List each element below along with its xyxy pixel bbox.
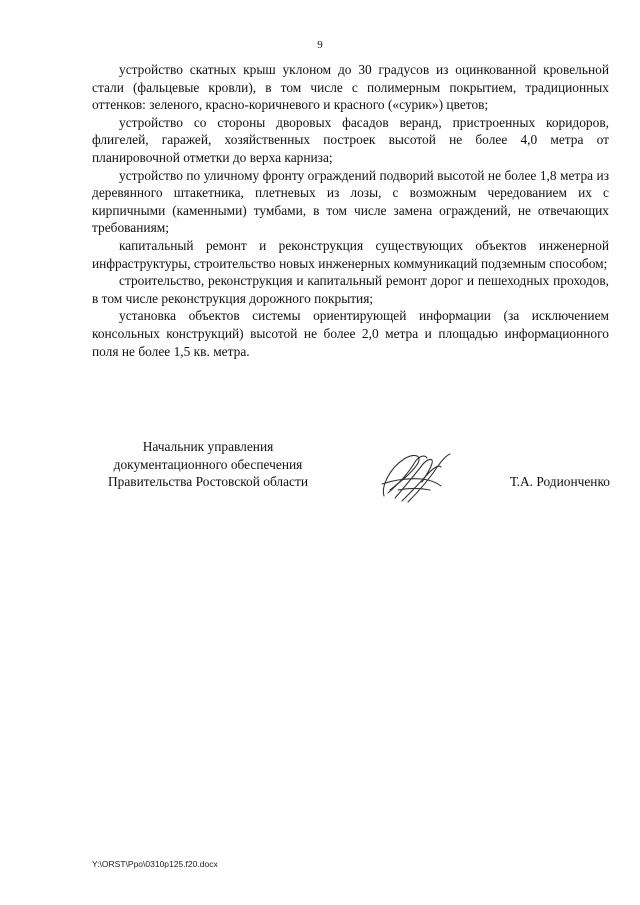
paragraph-signage: установка объектов системы ориентирующей информации (за исключением консольных конструкций) высотой не более 2,0 метра и площадью информационного поля не более 1,5 кв. метра. [92, 308, 609, 359]
document-body [92, 61, 609, 360]
paragraph-roofs: устройство скатных крыш уклоном до 30 градусов из оцинкованной кровельной стали (фальцевые кровли), в том числе с полимерным покрытием, традиционных оттенков: зеленого, красно-коричневого и красного («сурик») цветов; [92, 62, 609, 113]
signer-position [88, 438, 328, 491]
signer-position-line-3: Правительства Ростовской области [107, 474, 309, 490]
signature-block [88, 438, 610, 508]
paragraph-fences: устройство по уличному фронту ограждений подворий высотой не более 1,8 метра из деревянного штакетника, плетневых из лозы, с возможным чередованием их с кирпичными (каменными) тумбами, в том числе замена ограждений, не отвечающих требованиям; [92, 167, 609, 236]
page-number: 9 [317, 39, 323, 51]
paragraph-infrastructure: капитальный ремонт и реконструкция существующих объектов инженерной инфраструктуры, строительство новых инженерных коммуникаций подземным способом; [92, 237, 609, 271]
footer-file-path: Y:\ORST\Ppo\0310p125.f20.docx [92, 859, 218, 869]
paragraph-roads: строительство, реконструкция и капитальный ремонт дорог и пешеходных проходов, в том числе реконструкция дорожного покрытия; [92, 273, 609, 306]
signer-name: Т.А. Родионченко [509, 474, 610, 489]
handwritten-signature [378, 446, 458, 504]
paragraph-verandas: устройство со стороны дворовых фасадов веранд, пристроенных коридоров, флигелей, гаражей, хозяйственных построек высотой не более 4,0 метра от планировочной отметки до верха карниза; [92, 114, 609, 165]
signer-position-line-2: документационного обеспечения [113, 456, 303, 472]
signer-position-line-1: Начальник управления [142, 439, 274, 454]
